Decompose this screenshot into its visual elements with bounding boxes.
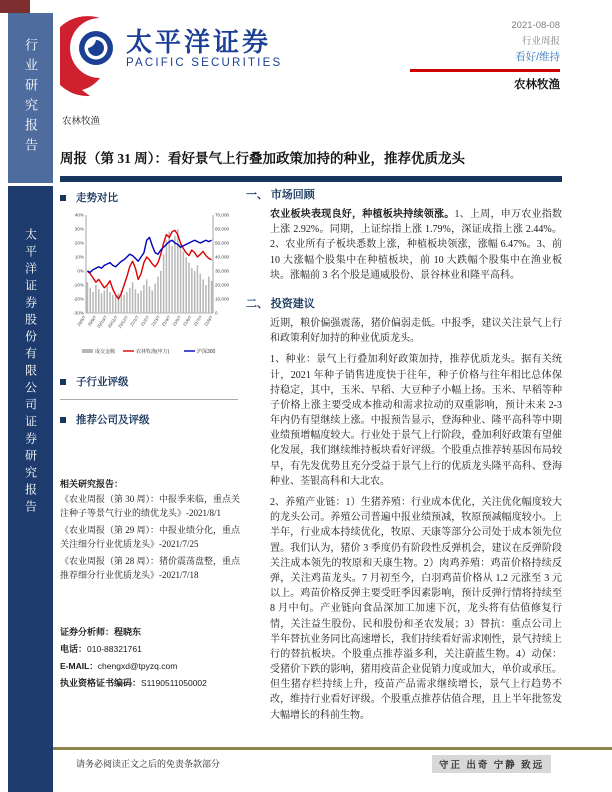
bullet-square-icon xyxy=(60,195,66,201)
svg-text:0%: 0% xyxy=(77,268,84,274)
email-label: E-MAIL： xyxy=(60,661,98,672)
section-trend-label: 走势对比 xyxy=(76,193,118,204)
section2-paragraph: 2、养殖产业链：1）生猪养殖：行业成本优化，关注优化幅度较大的龙头公司。养殖公司普遍中报业绩预减，牧原预减幅度较小。上半年，行业成本持续优化，牧原、天康等部分公司处于成本领先位置。我们认为，猪价 3 季度仍有阶段性反弹机会，建议在反弹阶段关注成本领先的牧原和天康生物。2）肉鸡养殖：鸡苗价格持续反弹，关注鸡苗龙头。7 月初至今，白羽鸡苗价格从 1.2 元涨至 3 元以上。鸡苗价格反弹主要受旺季因素影响，预计反弹行情将持续至 8 月中旬。产业链向食品深加工加速下沉，龙头将有估值修复行情，关注益生股份、民和股份和圣农发展；3）替抗：重点公司上半年替抗业务同比高速增长，我们持续看好需求刚性，景气持续上行的替抗板块。个股重点推荐溢多利，关注蔚蓝生物。4）动保：受猪价下跌的影响，猪用疫苗企业促销力度或加大，单价或承压。但生猪存栏持续上升，疫苗产品需求继续增长，景气上行趋势不改，维持行业看好评级。个股重点推荐估值合理，且上半年批签发大幅增长的科前生物。 xyxy=(270,497,562,721)
cert-label: 执业资格证书编码： xyxy=(60,678,142,689)
svg-text:30%: 30% xyxy=(74,226,84,232)
svg-text:40,000: 40,000 xyxy=(215,254,230,260)
related-report-item[interactable]: 《农业周报（第 29 周）：中报业绩分化，重点关注细分行业优质龙头》-2021/7/25 xyxy=(60,525,241,549)
analyst-label: 证券分析师： xyxy=(60,627,115,637)
section1-lead: 农业板块表现良好，种植板块持续领涨。 xyxy=(270,209,455,220)
svg-text:-30%: -30% xyxy=(73,310,84,316)
rating-badge: 看好/维持 xyxy=(515,51,560,64)
svg-text:20/8/7: 20/8/7 xyxy=(76,314,87,328)
sidebar-band1-label: 行业研究报告 xyxy=(23,38,38,158)
svg-text:20%: 20% xyxy=(74,240,84,246)
industry-name: 农林牧渔 xyxy=(514,78,560,91)
trend-chart xyxy=(60,209,240,364)
title-divider-bar xyxy=(60,176,562,182)
sidebar-band2-label: 太平洋证券股份有限公司证券研究报告 xyxy=(23,228,38,517)
svg-text:-10%: -10% xyxy=(73,282,84,288)
section2-paragraph: 近期，粮价偏强震荡，猪价偏弱走低。中报季，建议关注景气上行和政策利好加持的种业优质龙头。 xyxy=(270,317,562,345)
left-divider xyxy=(60,399,238,400)
bullet-square-icon xyxy=(60,417,66,423)
svg-text:20/9/7: 20/9/7 xyxy=(86,314,98,328)
sidebar-band-report-type xyxy=(8,13,53,183)
svg-text:30,000: 30,000 xyxy=(215,268,230,274)
svg-text:-20%: -20% xyxy=(73,296,84,302)
svg-text:10,000: 10,000 xyxy=(215,296,230,302)
bullet-square-icon xyxy=(60,379,66,385)
svg-text:21/2/7: 21/2/7 xyxy=(139,314,151,328)
footer-divider xyxy=(53,747,612,750)
section1-heading: 一、 市场回顾 xyxy=(246,189,315,201)
svg-text:农林牧渔(申万): 农林牧渔(申万) xyxy=(136,349,170,355)
svg-text:10%: 10% xyxy=(74,254,84,260)
analyst-name: 程晓东 xyxy=(114,627,142,637)
svg-text:60,000: 60,000 xyxy=(215,226,230,232)
svg-text:0: 0 xyxy=(215,310,218,316)
analyst-block xyxy=(60,624,240,692)
svg-text:20/12/7: 20/12/7 xyxy=(117,314,130,330)
sidebar-band-company xyxy=(8,186,53,792)
svg-text:成交金额: 成交金额 xyxy=(95,349,116,355)
section2-paragraph: 1、种业：景气上行叠加利好政策加持，推荐优质龙头。据有关统计，2021 年种子销售进度快于往年，种子价格与往年相比总体保持稳定，其中，玉米、早稻、大豆种子小幅上扬。玉米、早稻等种子价格上涨主要受成本推动和需求拉动的双重影响，预计未来 2-3 年内仍有望继续上涨。中报预告显示，登海种业、隆平高科等中期业绩预增幅度较大。行业处于景气上行阶段，叠加利好政策有望催化发展，我们继续维持板块看好评级。个股重点推荐转基因布局较早，有先发优势且充分受益于景气上行的优质龙头隆平高科、登海种业、荃银高科和大北农。 xyxy=(270,354,562,487)
related-reports-title: 相关研究报告： xyxy=(60,479,124,489)
svg-text:沪深300: 沪深300 xyxy=(197,349,216,355)
svg-text:21/1/7: 21/1/7 xyxy=(128,314,140,328)
report-date: 2021-08-08 xyxy=(511,20,560,31)
main-column xyxy=(246,186,562,729)
section-sub-rating xyxy=(60,374,240,389)
header-meta xyxy=(390,18,560,92)
svg-text:21/5/7: 21/5/7 xyxy=(171,314,183,328)
logo-english-name: PACIFIC SECURITIES xyxy=(126,56,283,69)
phone-label: 电话： xyxy=(60,644,88,655)
section-companies-label: 推荐公司及评级 xyxy=(76,415,150,426)
brand-logo xyxy=(60,14,282,98)
svg-text:70,000: 70,000 xyxy=(215,212,230,218)
svg-text:21/7/7: 21/7/7 xyxy=(192,314,204,328)
footer-disclaimer: 请务必阅读正文之后的免责条款部分 xyxy=(76,759,221,769)
svg-text:20/11/7: 20/11/7 xyxy=(106,314,119,329)
logo-chinese-name: 太平洋证券 xyxy=(126,27,272,57)
svg-text:20/10/7: 20/10/7 xyxy=(95,314,108,330)
report-type: 行业周报 xyxy=(521,35,560,47)
cert-number: S1190511050002 xyxy=(141,678,207,689)
page-title: 周报（第 31 周）：看好景气上行叠加政策加持的种业，推荐优质龙头 xyxy=(60,151,465,166)
footer-motto: 守正 出奇 宁静 致远 xyxy=(432,755,551,773)
industry-label-small: 农林牧渔 xyxy=(62,117,101,127)
pacific-securities-logo-icon xyxy=(60,14,118,98)
section-sub-rating-label: 子行业评级 xyxy=(76,377,129,388)
left-column xyxy=(60,190,240,692)
svg-text:21/6/7: 21/6/7 xyxy=(181,314,193,328)
section1-paragraph xyxy=(270,207,562,283)
section-trend-compare xyxy=(60,190,240,205)
header-red-divider xyxy=(410,69,560,72)
svg-text:20,000: 20,000 xyxy=(215,282,230,288)
svg-text:21/8/7: 21/8/7 xyxy=(203,314,214,328)
svg-text:50,000: 50,000 xyxy=(215,240,230,246)
section2-heading: 二、 投资建议 xyxy=(246,297,315,310)
section-companies xyxy=(60,412,240,427)
svg-text:21/3/7: 21/3/7 xyxy=(150,314,161,328)
phone-number: 010-88321761 xyxy=(87,644,142,655)
email-address[interactable]: chengxd@tpyzq.com xyxy=(97,661,178,672)
svg-text:40%: 40% xyxy=(74,212,84,218)
svg-text:21/4/7: 21/4/7 xyxy=(160,314,172,328)
corner-mark xyxy=(0,0,30,13)
related-report-item[interactable]: 《农业周报（第 28 周）：猪价震荡盘整，重点推荐细分行业优质龙头》-2021/7/18 xyxy=(60,556,241,580)
section1-body: 1、上周，申万农业指数上涨 2.92%。同期，上证综指上涨 1.79%，深证成指上涨 2.44%。2、农业所有子板块悉数上涨，种植板块领涨，涨幅 6.47%。3、前 10 大涨幅个股集中在种植板块，前 10 大跌幅个股集中在渔业板块。涨幅前 3 名个股是通威股份、景谷林业和隆平高科。 xyxy=(270,209,562,281)
related-report-item[interactable]: 《农业周报（第 30 周）：中报季来临，重点关注种子等景气行业的绩优龙头》-2021/8/1 xyxy=(60,494,241,518)
